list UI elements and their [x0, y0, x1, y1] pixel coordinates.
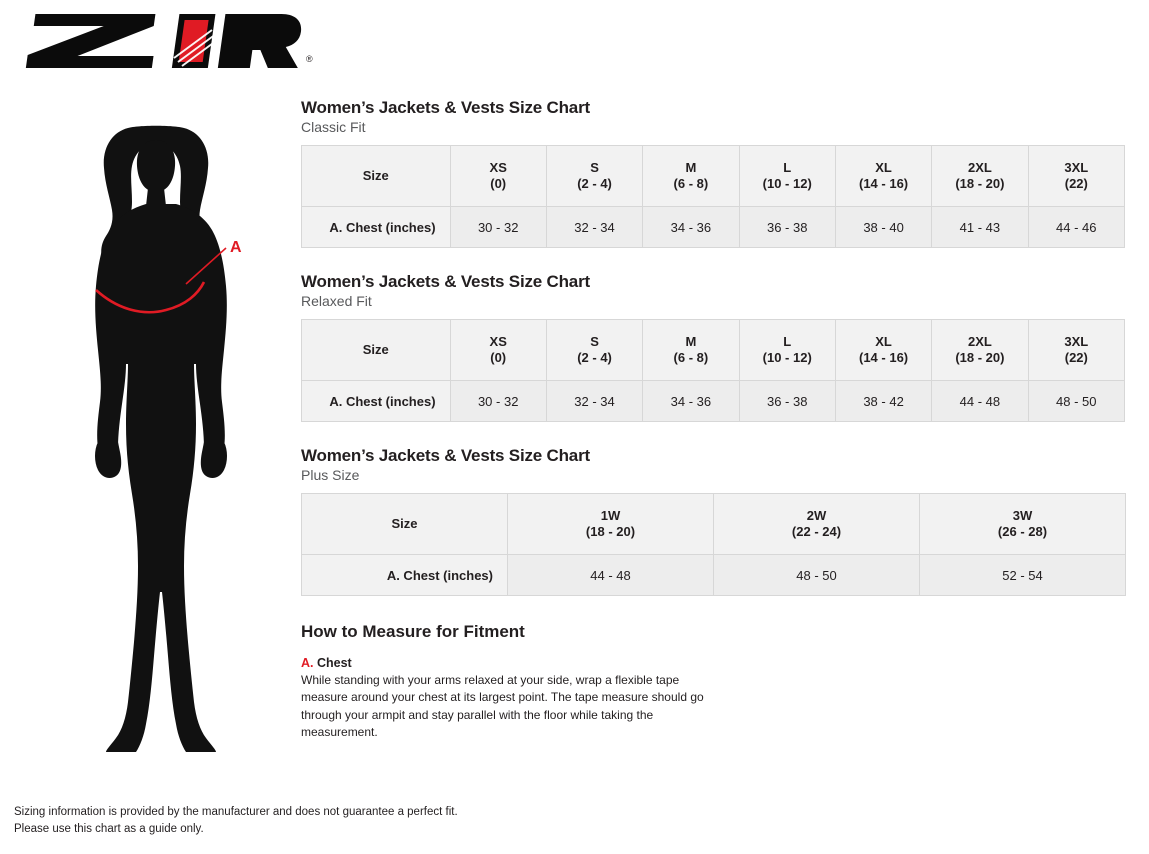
- size-numeric: (18 - 20): [585, 524, 636, 539]
- size-code: S: [590, 333, 599, 349]
- row-label: A. Chest (inches): [302, 381, 451, 422]
- measure-letter: A.: [301, 656, 314, 670]
- table-cell: 34 - 36: [643, 381, 739, 422]
- column-header: [920, 494, 1126, 555]
- size-numeric: (26 - 28): [997, 524, 1048, 539]
- how-to-measure-item-title: [301, 656, 1129, 670]
- column-header: [508, 494, 714, 555]
- size-numeric: (2 - 4): [577, 176, 612, 191]
- size-chart-classic-fit: [301, 98, 1129, 248]
- table-cell: 44 - 48: [932, 381, 1028, 422]
- size-table: [301, 145, 1125, 248]
- disclaimer-line-2: Please use this chart as a guide only.: [14, 822, 204, 835]
- disclaimer-footer: [14, 804, 458, 839]
- z1r-logo-graphic: [16, 10, 316, 72]
- size-code: XS: [489, 333, 507, 349]
- chart-title: Women’s Jackets & Vests Size Chart: [301, 272, 590, 291]
- size-chart-content: [301, 98, 1129, 742]
- size-numeric: (22): [1064, 176, 1088, 191]
- size-code: 3XL: [1064, 159, 1089, 175]
- table-cell: 32 - 34: [546, 207, 642, 248]
- column-header: [739, 146, 835, 207]
- table-header-row: [302, 146, 1125, 207]
- size-numeric: (6 - 8): [673, 176, 709, 191]
- column-header: [546, 146, 642, 207]
- size-table: [301, 319, 1125, 422]
- column-header: [546, 320, 642, 381]
- how-to-measure-item: [301, 656, 1129, 742]
- size-code: 2W: [806, 507, 827, 523]
- size-numeric: (6 - 8): [673, 350, 709, 365]
- table-cell: 48 - 50: [714, 555, 920, 596]
- column-header-size: Size: [302, 146, 451, 207]
- chart-subtitle: Plus Size: [301, 467, 360, 483]
- size-numeric: (18 - 20): [955, 176, 1005, 191]
- table-row: [302, 555, 1126, 596]
- size-code: 3W: [1012, 507, 1033, 523]
- size-numeric: (22): [1064, 350, 1088, 365]
- brand-logo: [16, 10, 316, 72]
- table-cell: 36 - 38: [739, 381, 835, 422]
- table-cell: 41 - 43: [932, 207, 1028, 248]
- row-label: A. Chest (inches): [302, 207, 451, 248]
- size-numeric: (18 - 20): [955, 350, 1005, 365]
- column-header: [1028, 320, 1124, 381]
- column-header-size: Size: [302, 494, 508, 555]
- table-header-row: [302, 494, 1126, 555]
- column-header: [739, 320, 835, 381]
- size-numeric: (2 - 4): [577, 350, 612, 365]
- size-chart-relaxed-fit: [301, 272, 1129, 422]
- table-cell: 44 - 46: [1028, 207, 1124, 248]
- size-code: M: [685, 159, 697, 175]
- row-label: A. Chest (inches): [302, 555, 508, 596]
- column-header-size: Size: [302, 320, 451, 381]
- size-numeric: (10 - 12): [762, 176, 812, 191]
- how-to-measure-description: While standing with your arms relaxed at your side, wrap a flexible tape measure around your chest at its largest point. The tape measure should go through your armpit and stay parallel with the floor while taking the measurement.: [301, 673, 704, 740]
- callout-label-a: A: [230, 239, 242, 256]
- size-code: XS: [489, 159, 507, 175]
- table-cell: 38 - 42: [835, 381, 931, 422]
- size-chart-plus-size: [301, 446, 1129, 596]
- column-header: [835, 146, 931, 207]
- size-numeric: (10 - 12): [762, 350, 812, 365]
- table-cell: 32 - 34: [546, 381, 642, 422]
- table-cell: 36 - 38: [739, 207, 835, 248]
- size-numeric: (14 - 16): [859, 176, 909, 191]
- size-numeric: (14 - 16): [859, 350, 909, 365]
- measurement-figure: [40, 118, 270, 753]
- table-cell: 48 - 50: [1028, 381, 1124, 422]
- table-cell: 30 - 32: [450, 207, 546, 248]
- size-table: [301, 493, 1126, 596]
- column-header: [450, 146, 546, 207]
- column-header: [714, 494, 920, 555]
- table-cell: 30 - 32: [450, 381, 546, 422]
- female-silhouette-icon: [40, 118, 270, 753]
- column-header: [932, 146, 1028, 207]
- column-header: [835, 320, 931, 381]
- column-header: [643, 146, 739, 207]
- chart-subtitle: Relaxed Fit: [301, 293, 372, 309]
- column-header: [450, 320, 546, 381]
- table-cell: 38 - 40: [835, 207, 931, 248]
- how-to-measure-heading: How to Measure for Fitment: [301, 622, 525, 641]
- size-code: 1W: [600, 507, 621, 523]
- size-code: XL: [875, 333, 892, 349]
- column-header: [643, 320, 739, 381]
- table-cell: 52 - 54: [920, 555, 1126, 596]
- table-row: [302, 207, 1125, 248]
- measure-name: Chest: [316, 656, 352, 670]
- table-row: [302, 381, 1125, 422]
- chart-title: Women’s Jackets & Vests Size Chart: [301, 446, 590, 465]
- table-cell: 34 - 36: [643, 207, 739, 248]
- column-header: [932, 320, 1028, 381]
- table-header-row: [302, 320, 1125, 381]
- chart-subtitle: Classic Fit: [301, 119, 366, 135]
- size-numeric: (0): [490, 350, 507, 365]
- size-code: 2XL: [968, 159, 992, 175]
- chart-title: Women’s Jackets & Vests Size Chart: [301, 98, 590, 117]
- how-to-measure-section: [301, 622, 1129, 742]
- size-code: XL: [875, 159, 892, 175]
- size-code: 2XL: [968, 333, 992, 349]
- size-code: 3XL: [1064, 333, 1089, 349]
- registered-mark: ®: [306, 54, 313, 64]
- disclaimer-line-1: Sizing information is provided by the manufacturer and does not guarantee a perfect fit.: [14, 805, 458, 818]
- size-code: S: [590, 159, 599, 175]
- table-cell: 44 - 48: [508, 555, 714, 596]
- size-code: L: [783, 333, 792, 349]
- size-numeric: (22 - 24): [791, 524, 842, 539]
- size-code: M: [685, 333, 697, 349]
- size-code: L: [783, 159, 792, 175]
- size-numeric: (0): [490, 176, 507, 191]
- column-header: [1028, 146, 1124, 207]
